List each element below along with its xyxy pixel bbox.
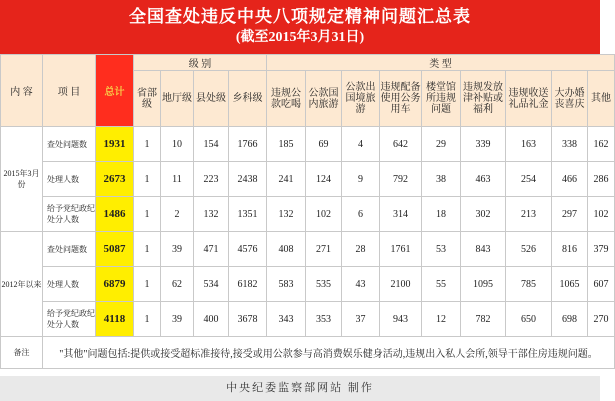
type-cell: 185 [267,127,306,162]
type-cell: 37 [342,302,380,337]
level-cell: 10 [161,127,194,162]
level-header: 县处级 [194,71,229,127]
content-header: 内 容 [1,55,43,127]
level-cell: 534 [194,267,229,302]
level-header: 乡科级 [229,71,267,127]
type-cell: 55 [422,267,461,302]
type-cell: 535 [306,267,342,302]
level-cell: 11 [161,162,194,197]
type-cell: 18 [422,197,461,232]
type-cell: 213 [506,197,552,232]
type-cell: 816 [552,232,588,267]
type-header: 公款国内旅游 [306,71,342,127]
type-cell: 642 [380,127,422,162]
type-cell: 463 [461,162,506,197]
type-cell: 408 [267,232,306,267]
page-title: 全国查处违反中央八项规定精神问题汇总表 [129,7,471,26]
type-cell: 132 [267,197,306,232]
type-cell: 28 [342,232,380,267]
type-cell: 607 [588,267,615,302]
level-cell: 3678 [229,302,267,337]
level-cell: 62 [161,267,194,302]
type-cell: 782 [461,302,506,337]
type-header: 楼堂馆所违规问题 [422,71,461,127]
level-cell: 39 [161,302,194,337]
type-cell: 314 [380,197,422,232]
level-cell: 471 [194,232,229,267]
level-cell: 39 [161,232,194,267]
type-cell: 302 [461,197,506,232]
type-cell: 466 [552,162,588,197]
type-header: 违规发放津补贴或福利 [461,71,506,127]
type-cell: 2100 [380,267,422,302]
type-group-header: 类 型 [267,55,615,71]
type-cell: 9 [342,162,380,197]
type-header: 其他 [588,71,615,127]
level-cell: 1 [134,302,161,337]
type-header: 违规配备使用公务用车 [380,71,422,127]
type-cell: 12 [422,302,461,337]
level-cell: 1351 [229,197,267,232]
type-header: 大办婚丧喜庆 [552,71,588,127]
table-row [1,197,615,232]
type-cell: 43 [342,267,380,302]
level-header: 地厅级 [161,71,194,127]
type-cell: 102 [588,197,615,232]
level-cell: 1 [134,162,161,197]
type-cell: 29 [422,127,461,162]
row-total: 4118 [96,302,134,337]
row-item: 查处问题数 [43,127,96,162]
row-total: 2673 [96,162,134,197]
row-item: 查处问题数 [43,232,96,267]
level-cell: 154 [194,127,229,162]
level-cell: 400 [194,302,229,337]
type-cell: 124 [306,162,342,197]
statistics-table [0,54,615,369]
note-row [1,337,615,369]
type-cell: 650 [506,302,552,337]
level-cell: 1 [134,197,161,232]
type-cell: 792 [380,162,422,197]
table-row [1,302,615,337]
type-cell: 339 [461,127,506,162]
type-cell: 6 [342,197,380,232]
type-cell: 338 [552,127,588,162]
type-cell: 69 [306,127,342,162]
type-cell: 843 [461,232,506,267]
type-cell: 254 [506,162,552,197]
type-header: 违规公款吃喝 [267,71,306,127]
page-subtitle: (截至2015年3月31日) [235,30,365,45]
row-total: 5087 [96,232,134,267]
group-label: 2012年以来 [1,232,43,337]
type-cell: 526 [506,232,552,267]
type-cell: 270 [588,302,615,337]
level-header: 省部级 [134,71,161,127]
type-cell: 241 [267,162,306,197]
type-cell: 271 [306,232,342,267]
type-cell: 38 [422,162,461,197]
level-cell: 1766 [229,127,267,162]
type-cell: 343 [267,302,306,337]
total-header: 总计 [96,55,134,127]
type-cell: 53 [422,232,461,267]
type-cell: 379 [588,232,615,267]
level-cell: 4576 [229,232,267,267]
note-text: "其他"问题包括:提供或接受超标准接待,接受或用公款参与高消费娱乐健身活动,违规出入私人会所,领导干部住房违规问题。 [43,337,615,369]
level-cell: 2438 [229,162,267,197]
level-cell: 6182 [229,267,267,302]
footer-credit: 中央纪委监察部网站 制作 [0,376,600,401]
level-cell: 223 [194,162,229,197]
table-row [1,267,615,302]
type-cell: 1095 [461,267,506,302]
type-cell: 102 [306,197,342,232]
type-cell: 1065 [552,267,588,302]
type-cell: 1761 [380,232,422,267]
row-item: 给予党纪政纪处分人数 [43,197,96,232]
level-cell: 1 [134,232,161,267]
level-cell: 1 [134,127,161,162]
type-header: 违规收送礼品礼金 [506,71,552,127]
type-cell: 943 [380,302,422,337]
level-group-header: 级 别 [134,55,267,71]
type-cell: 163 [506,127,552,162]
level-cell: 2 [161,197,194,232]
level-cell: 1 [134,267,161,302]
note-label: 备注 [1,337,43,369]
row-item: 处理人数 [43,267,96,302]
type-header: 公款出国境旅游 [342,71,380,127]
row-item: 给予党纪政纪处分人数 [43,302,96,337]
type-cell: 297 [552,197,588,232]
type-cell: 583 [267,267,306,302]
type-cell: 698 [552,302,588,337]
item-header: 项 目 [43,55,96,127]
row-total: 1486 [96,197,134,232]
table-row [1,162,615,197]
level-cell: 132 [194,197,229,232]
type-cell: 286 [588,162,615,197]
type-cell: 353 [306,302,342,337]
type-cell: 4 [342,127,380,162]
group-label: 2015年3月份 [1,127,43,232]
table-row [1,127,615,162]
type-cell: 162 [588,127,615,162]
row-total: 1931 [96,127,134,162]
table-row [1,232,615,267]
row-item: 处理人数 [43,162,96,197]
table-header-banner [0,0,600,54]
type-cell: 785 [506,267,552,302]
row-total: 6879 [96,267,134,302]
